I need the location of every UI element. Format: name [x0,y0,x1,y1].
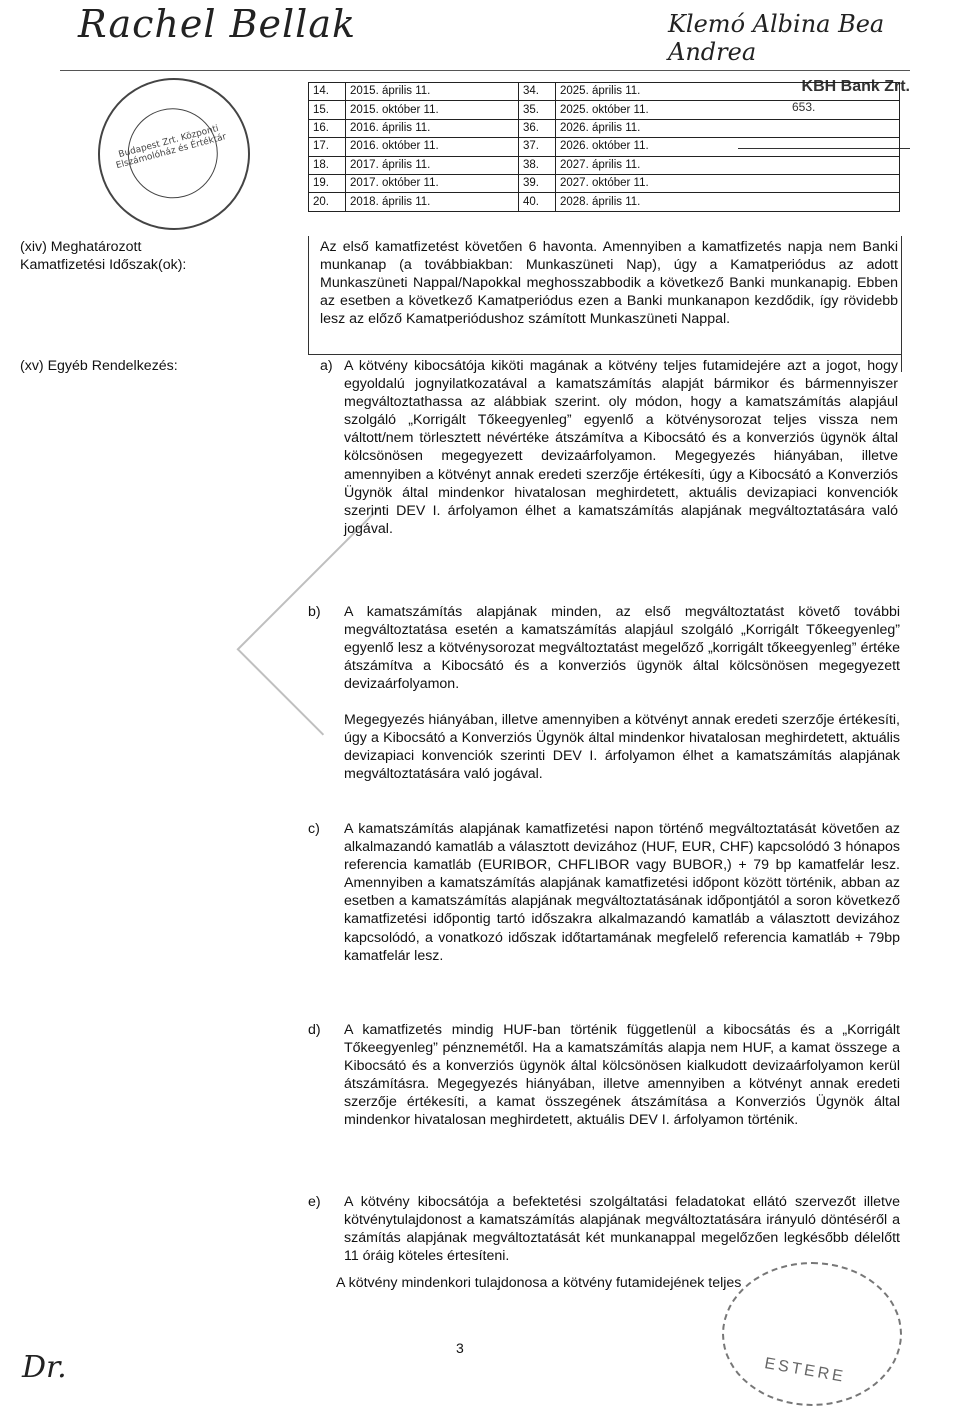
section-xiv-text: Az első kamatfizetést követően 6 havonta. Amennyiben a kamatfizetés napja nem Banki munkanap (a továbbiakban: Munkaszüneti Nap), úgy a Kamatperiódus az adott Munkaszüneti Nappal/Napokkal meghosszabbodik a következő Banki munkanapig. Ebben az esetben a következő Kamatperiódus ezen a Banki munkanapon kezdődik, így rövidebb lesz az előző Kamatperiódushoz számított Munkaszüneti Nappal. [320,239,898,328]
stamp-bottom-right [722,1262,902,1406]
schedule-date-left: 2015. október 11. [346,101,519,119]
provision-c-marker: c) [308,821,320,837]
section-xiv-label-line2: Kamatfizetési Időszak(ok): [20,257,187,273]
corner-stamp-line1: KBH Bank Zrt. [801,78,910,95]
schedule-number-right: 38. [519,156,556,174]
schedule-row [309,119,900,137]
schedule-date-right: 2027. április 11. [556,156,900,174]
signature-bottom-left: Dr. [22,1350,67,1385]
row-divider [308,354,902,355]
schedule-row [309,101,900,119]
column-divider [308,236,309,354]
interest-schedule-table [308,82,900,212]
schedule-row [309,83,900,101]
provision-b-continued-text: Megegyezés hiányában, illetve amennyiben a kötvényt annak eredeti szerzője értékesíti, úgy a Kibocsátó a Konverziós Ügynök által mindenkor hivatalosan meghirdetett, aktuális devizapiaci konvenciók szerinti DEV I. árfolyamon élhet a kamatszámítás alapjának megváltoztatására való jogával. [344,712,901,783]
schedule-date-right: 2025. április 11. [556,83,900,101]
schedule-row [309,174,900,192]
closing-line: A kötvény mindenkori tulajdonosa a kötvény futamidejének teljes [336,1275,742,1291]
schedule-date-left: 2016. április 11. [346,119,519,137]
signature-underline [60,70,910,71]
schedule-date-right: 2025. október 11. [556,101,900,119]
provision-d-text: A kamatfizetés mindig HUF-ban történik függetlenül a kibocsátás és a „Korrigált Tőkeegyenleg” pénznemétől. Ha a kamatszámítás alapja nem HUF, a kamat összege a Kibocsátó és a konverziós ügynök által kölcsönösen kialkudott devizaárfolyamon kerül átszámításra. Megegyezés hiányában, illetve amennyiben a kötvényt annak eredeti szerzője értékesíti, a kamat összegének átszámítása a Konverziós Ügynök által mindenkor hivatalosan meghirdetett, aktuális DEV I. árfolyamon történik. [344,1022,900,1129]
section-xiv-label-line1: (xiv) Meghatározott [20,239,142,255]
section-xiv-label [20,238,300,274]
provision-c-text: A kamatszámítás alapjának kamatfizetési napon történő megváltoztatását követően az alkalmazandó kamatláb a választott devizához (HUF, EUR, CHF) kapcsolódó 3 hónapos referencia kamatláb (EURIBOR, CHFLIBOR vagy BUBOR,) + 79 bp kamatfelár lesz. Amennyiben a kamatszámítás alapjának kamatfizetési időpont között történik, abban az esetben a kamatszámítás alapjának megváltoztatásának időpontjától a soron következő kamatfizetési időpontig tartó időszakra alkalmazandó kamatláb a választott devizához kapcsolódó, a vonatkozó időszak időtartamának megfelelő referencia kamatláb + 79bp kamatfelár lesz. [344,821,900,964]
schedule-number-left: 19. [309,174,346,192]
corner-stamp-line2: 653. [792,100,816,114]
stamp-bottom-right-text: ESTERE [763,1355,847,1386]
signature-top-right: Klemó Albina Bea Andrea [668,10,885,66]
schedule-date-left: 2017. április 11. [346,156,519,174]
section-xv-label: (xv) Egyéb Rendelkezés: [20,358,178,374]
schedule-date-left: 2017. október 11. [346,174,519,192]
provision-e-marker: e) [308,1194,321,1210]
provision-a-marker: a) [320,358,333,374]
schedule-number-right: 39. [519,174,556,192]
schedule-number-left: 16. [309,119,346,137]
schedule-row [309,193,900,211]
schedule-number-left: 20. [309,193,346,211]
schedule-date-right: 2026. április 11. [556,119,900,137]
schedule-number-right: 34. [519,83,556,101]
schedule-number-left: 15. [309,101,346,119]
schedule-date-left: 2015. április 11. [346,83,519,101]
schedule-date-right: 2027. október 11. [556,174,900,192]
watermark-strokes [236,506,465,735]
schedule-number-right: 40. [519,193,556,211]
seal-left [81,61,267,247]
schedule-date-right: 2028. április 11. [556,193,900,211]
schedule-row [309,138,900,156]
schedule-date-left: 2016. október 11. [346,138,519,156]
seal-left-text: Budapest Zrt. Központi Elszámolóház és Értéktár [115,123,228,172]
provision-b-text: A kamatszámítás alapjának minden, az első megváltoztatást követő további megváltoztatása esetén a kamatszámítás alapjául szolgáló „Korrigált Tőkeegyenleg” egyenlő lesz a kötvénysorozat megváltoztatást megelőző „korrigált tőkeegyenleg” értéke átszámítva a Kibocsátó és a konverziós ügynök által kölcsönösen megegyezett devizaárfolyamon. [344,604,900,693]
provision-b-marker: b) [308,604,321,620]
column-divider-right [901,236,902,372]
schedule-number-left: 14. [309,83,346,101]
provision-d-marker: d) [308,1022,321,1038]
schedule-number-left: 18. [309,156,346,174]
schedule-date-right: 2026. október 11. [556,138,900,156]
schedule-date-left: 2018. április 11. [346,193,519,211]
provision-a-text: A kötvény kibocsátója kiköti magának a kötvény teljes futamidejére azt a jogot, hogy egyoldalú jognyilatkozatával a kamatszámítás alapját bármikor és bármennyiszer megváltoztathassa az alábbiak szerint. oly módon, hogy a kamatszámítás alapjául szolgáló „Korrigált Tőkeegyenleg” egyenlő a kötvénysorozat teljes vissza nem váltott/nem törlesztett névértéke átszámítva a Kibocsátó és a konverziós ügynök által kölcsönösen megegyezett devizaárfolyamon. Megegyezés hiányában, illetve amennyiben a kötvényt annak eredeti szerzője értékesíti, úgy a Kibocsátó a Konverziós Ügynök által mindenkor hivatalosan meghirdetett, aktuális devizapiaci konvenciók szerinti DEV I. árfolyamon élhet a kamatszámítás alapjának megváltoztatására való jogával. [344,358,898,537]
signature-top-left: Rachel Bellak [78,2,357,46]
page-number: 3 [456,1340,464,1356]
schedule-row [309,156,900,174]
schedule-number-right: 37. [519,138,556,156]
provision-e-text: A kötvény kibocsátója a befektetési szolgáltatási feladatokat ellátó szervezőt illetve kötvénytulajdonost a kamatszámítás alapjának megváltoztatására irányuló döntéséről a számítás alapjának megváltoztatását két munkanappal megelőzően legkésőbb délelőtt 11 óráig köteles értesíteni. [344,1194,900,1265]
schedule-number-right: 35. [519,101,556,119]
schedule-number-left: 17. [309,138,346,156]
schedule-number-right: 36. [519,119,556,137]
